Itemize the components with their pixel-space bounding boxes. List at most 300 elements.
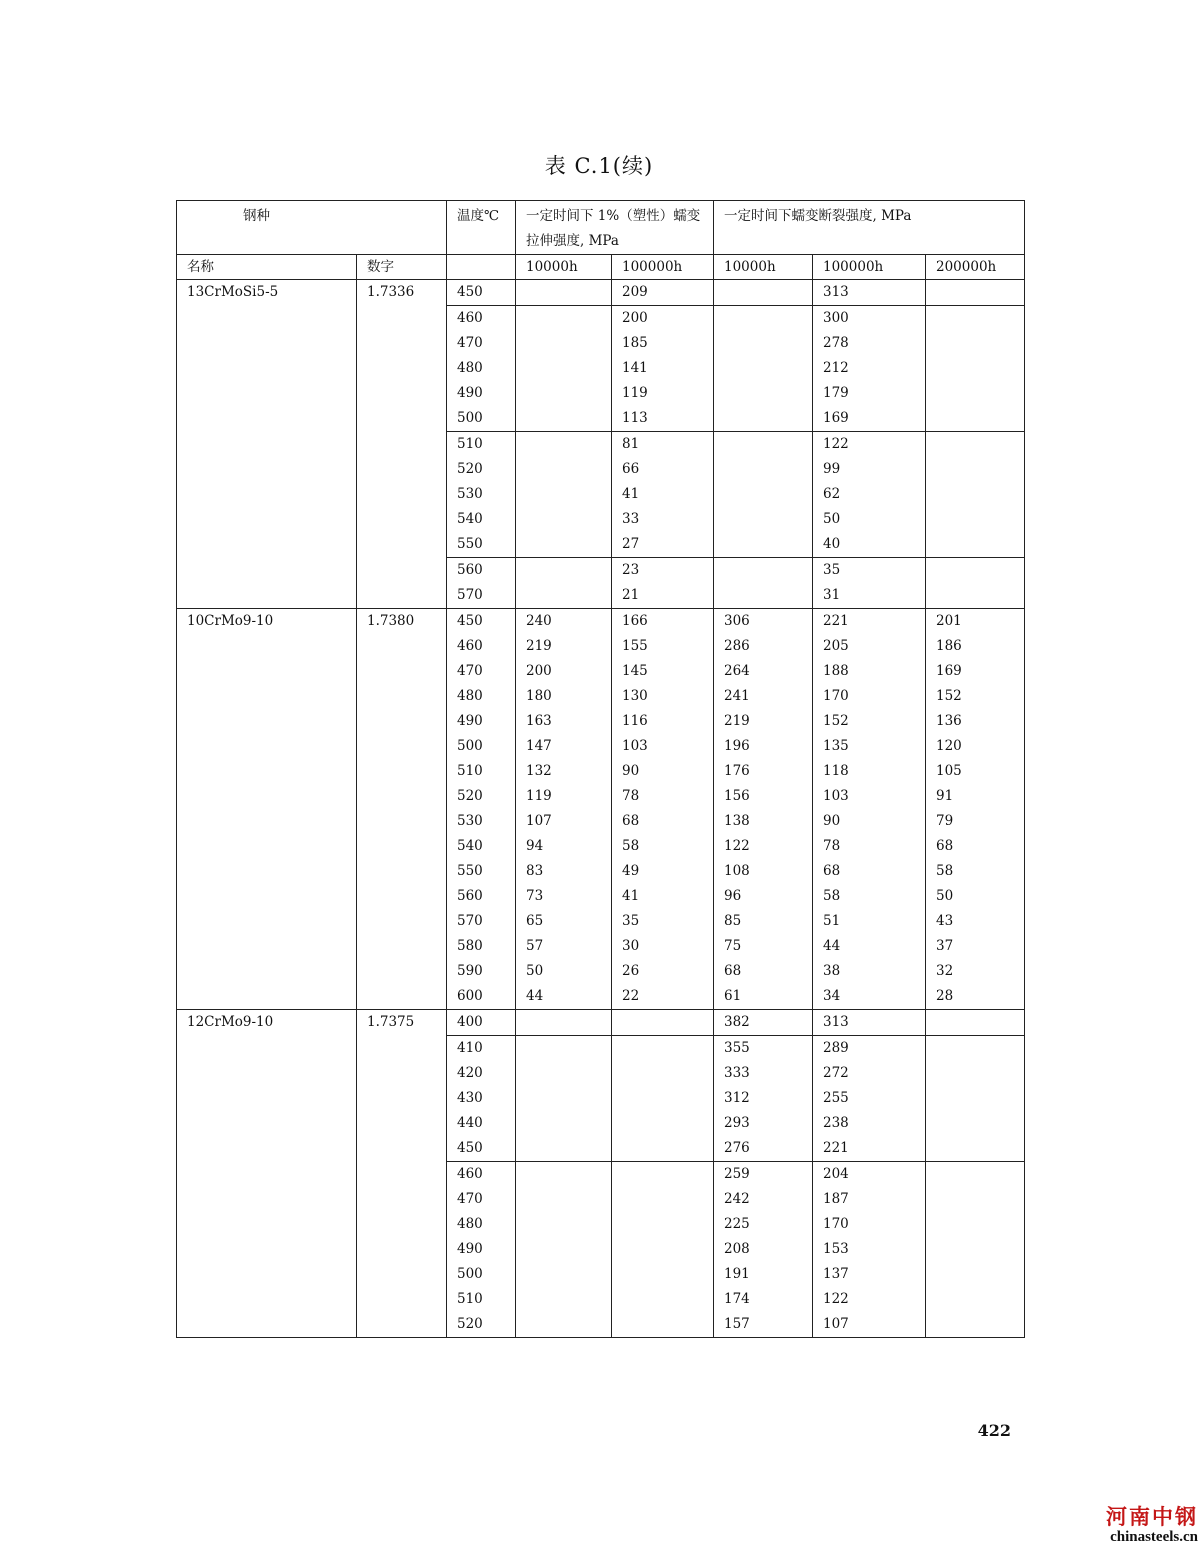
temperature-cell	[447, 432, 516, 558]
value-cell-c1	[516, 280, 612, 306]
cell-value: 78	[823, 838, 841, 854]
cell-value: 460	[457, 1166, 483, 1182]
cell-value: 58	[622, 838, 640, 854]
value-cell-c5	[926, 1036, 1025, 1162]
value-cell-c4	[813, 1036, 926, 1162]
cell-value: 313	[823, 284, 849, 300]
cell-value: 75	[724, 938, 742, 954]
cell-value: 68	[936, 838, 954, 854]
cell-value: 58	[936, 863, 954, 879]
cell-value	[526, 532, 611, 557]
temperature-cell	[447, 306, 516, 432]
value-cell-c4	[813, 1162, 926, 1338]
cell-value: 30	[622, 938, 640, 954]
cell-value: 85	[724, 913, 742, 929]
cell-value: 278	[823, 335, 849, 351]
cell-value	[936, 1287, 1024, 1312]
cell-value	[724, 507, 812, 532]
cell-value: 255	[823, 1090, 849, 1106]
cell-value: 21	[622, 587, 640, 603]
cell-value	[724, 381, 812, 406]
cell-value: 170	[823, 688, 849, 704]
cell-value: 480	[457, 688, 483, 704]
cell-value	[622, 1111, 713, 1136]
cell-value: 103	[622, 738, 648, 754]
cell-value: 91	[936, 788, 954, 804]
header-steel-grade: 钢种	[177, 201, 447, 255]
cell-value	[622, 1136, 713, 1161]
table-title: 表 C.1(续)	[544, 154, 654, 178]
header-col-4: 100000h	[813, 255, 926, 280]
value-cell-c4	[813, 432, 926, 558]
cell-value: 530	[457, 813, 483, 829]
table-body	[177, 280, 1025, 1338]
cell-value: 58	[823, 888, 841, 904]
table-row	[177, 280, 1025, 306]
cell-value: 43	[936, 913, 954, 929]
cell-value: 138	[724, 813, 750, 829]
cell-value: 186	[936, 638, 962, 654]
cell-value: 510	[457, 1291, 483, 1307]
cell-value	[622, 1061, 713, 1086]
cell-value	[936, 558, 1024, 583]
cell-value: 90	[823, 813, 841, 829]
cell-value	[622, 1162, 713, 1187]
cell-value: 470	[457, 1191, 483, 1207]
cell-value: 200	[622, 310, 648, 326]
cell-value: 430	[457, 1090, 483, 1106]
value-cell-c4	[813, 1010, 926, 1036]
cell-value: 169	[936, 663, 962, 679]
cell-value: 540	[457, 511, 483, 527]
steel-number-cell: 1.7375	[357, 1010, 447, 1338]
cell-value: 51	[823, 913, 841, 929]
cell-value: 169	[823, 410, 849, 426]
cell-value: 306	[724, 613, 750, 629]
cell-value: 201	[936, 613, 962, 629]
cell-value	[936, 406, 1024, 431]
header-blank	[447, 255, 516, 280]
cell-value	[526, 457, 611, 482]
cell-value	[526, 558, 611, 583]
cell-value: 107	[526, 813, 552, 829]
cell-value	[526, 1312, 611, 1337]
cell-value: 35	[622, 913, 640, 929]
cell-value	[526, 1162, 611, 1187]
value-cell-c3	[714, 1162, 813, 1338]
cell-value	[724, 482, 812, 507]
cell-value: 166	[622, 613, 648, 629]
cell-value	[936, 1136, 1024, 1161]
header-col-5: 200000h	[926, 255, 1025, 280]
cell-value	[936, 1061, 1024, 1086]
cell-value	[724, 558, 812, 583]
cell-value: 119	[622, 385, 648, 401]
cell-value: 50	[823, 511, 841, 527]
header-name: 名称	[177, 255, 357, 280]
cell-value: 480	[457, 1216, 483, 1232]
cell-value	[526, 1262, 611, 1287]
cell-value: 157	[724, 1316, 750, 1332]
cell-value	[936, 1010, 1024, 1035]
cell-value: 153	[823, 1241, 849, 1257]
value-cell-c4	[813, 280, 926, 306]
cell-value: 147	[526, 738, 552, 754]
cell-value	[936, 1111, 1024, 1136]
cell-value: 103	[823, 788, 849, 804]
cell-value	[526, 583, 611, 608]
cell-value: 500	[457, 1266, 483, 1282]
cell-value	[526, 507, 611, 532]
cell-value: 33	[622, 511, 640, 527]
cell-value: 209	[622, 284, 648, 300]
cell-value: 155	[622, 638, 648, 654]
cell-value	[526, 331, 611, 356]
cell-value	[526, 1086, 611, 1111]
cell-value: 96	[724, 888, 742, 904]
cell-value: 119	[526, 788, 552, 804]
steel-number-cell: 1.7336	[357, 280, 447, 609]
cell-value: 490	[457, 1241, 483, 1257]
table-row	[177, 1010, 1025, 1036]
cell-value: 242	[724, 1191, 750, 1207]
cell-value: 490	[457, 385, 483, 401]
cell-value	[936, 1212, 1024, 1237]
value-cell-c5	[926, 1010, 1025, 1036]
cell-value: 99	[823, 461, 841, 477]
cell-value: 83	[526, 863, 544, 879]
cell-value	[526, 1111, 611, 1136]
cell-value: 540	[457, 838, 483, 854]
cell-value: 219	[526, 638, 552, 654]
cell-value: 68	[823, 863, 841, 879]
cell-value: 560	[457, 562, 483, 578]
cell-value: 204	[823, 1166, 849, 1182]
cell-value	[724, 406, 812, 431]
cell-value: 61	[724, 988, 742, 1004]
cell-value: 520	[457, 788, 483, 804]
cell-value: 49	[622, 863, 640, 879]
temperature-cell	[447, 1010, 516, 1036]
cell-value: 355	[724, 1040, 750, 1056]
cell-value: 90	[622, 763, 640, 779]
cell-value	[936, 1262, 1024, 1287]
cell-value	[936, 280, 1024, 305]
cell-value: 188	[823, 663, 849, 679]
value-cell-c1	[516, 558, 612, 609]
cell-value	[936, 457, 1024, 482]
cell-value: 460	[457, 638, 483, 654]
temperature-cell	[447, 609, 516, 1010]
cell-value: 196	[724, 738, 750, 754]
cell-value	[526, 1212, 611, 1237]
value-cell-c3	[714, 609, 813, 1010]
cell-value: 520	[457, 461, 483, 477]
temperature-cell	[447, 1162, 516, 1338]
cell-value: 136	[936, 713, 962, 729]
cell-value: 44	[526, 988, 544, 1004]
cell-value	[526, 1136, 611, 1161]
cell-value: 293	[724, 1115, 750, 1131]
cell-value: 122	[823, 1291, 849, 1307]
cell-value: 400	[457, 1014, 483, 1030]
page-number: 422	[977, 1421, 1011, 1440]
header-creep-rupture: 一定时间下蠕变断裂强度, MPa	[714, 201, 1025, 255]
cell-value: 28	[936, 988, 954, 1004]
cell-value: 50	[936, 888, 954, 904]
value-cell-c2	[612, 1010, 714, 1036]
cell-value: 208	[724, 1241, 750, 1257]
cell-value: 510	[457, 763, 483, 779]
header-col-3: 10000h	[714, 255, 813, 280]
cell-value: 490	[457, 713, 483, 729]
value-cell-c2	[612, 609, 714, 1010]
cell-value	[622, 1212, 713, 1237]
cell-value: 480	[457, 360, 483, 376]
cell-value: 259	[724, 1166, 750, 1182]
value-cell-c1	[516, 1162, 612, 1338]
cell-value: 68	[724, 963, 742, 979]
cell-value	[724, 457, 812, 482]
temperature-cell	[447, 280, 516, 306]
cell-value	[526, 1061, 611, 1086]
cell-value: 44	[823, 938, 841, 954]
cell-value: 170	[823, 1216, 849, 1232]
cell-value	[526, 1036, 611, 1061]
value-cell-c1	[516, 432, 612, 558]
cell-value: 450	[457, 613, 483, 629]
cell-value	[622, 1010, 713, 1035]
cell-value	[724, 306, 812, 331]
cell-value: 163	[526, 713, 552, 729]
cell-value: 450	[457, 284, 483, 300]
value-cell-c1	[516, 306, 612, 432]
value-cell-c5	[926, 432, 1025, 558]
value-cell-c4	[813, 609, 926, 1010]
cell-value: 219	[724, 713, 750, 729]
cell-value	[622, 1262, 713, 1287]
value-cell-c1	[516, 609, 612, 1010]
value-cell-c1	[516, 1036, 612, 1162]
cell-value: 520	[457, 1316, 483, 1332]
cell-value: 122	[823, 436, 849, 452]
cell-value	[936, 432, 1024, 457]
value-cell-c2	[612, 280, 714, 306]
cell-value: 272	[823, 1065, 849, 1081]
cell-value: 264	[724, 663, 750, 679]
cell-value: 550	[457, 536, 483, 552]
cell-value: 241	[724, 688, 750, 704]
cell-value	[526, 306, 611, 331]
value-cell-c2	[612, 432, 714, 558]
cell-value: 41	[622, 486, 640, 502]
cell-value: 550	[457, 863, 483, 879]
cell-value: 122	[724, 838, 750, 854]
cell-value	[936, 1162, 1024, 1187]
cell-value: 40	[823, 536, 841, 552]
cell-value	[622, 1287, 713, 1312]
value-cell-c3	[714, 280, 813, 306]
cell-value: 470	[457, 335, 483, 351]
steel-name-cell: 13CrMoSi5-5	[177, 280, 357, 609]
value-cell-c5	[926, 280, 1025, 306]
cell-value	[724, 280, 812, 305]
cell-value: 79	[936, 813, 954, 829]
cell-value: 313	[823, 1014, 849, 1030]
cell-value	[936, 1237, 1024, 1262]
cell-value: 145	[622, 663, 648, 679]
cell-value: 333	[724, 1065, 750, 1081]
cell-value: 470	[457, 663, 483, 679]
cell-value: 152	[823, 713, 849, 729]
cell-value	[936, 356, 1024, 381]
cell-value: 240	[526, 613, 552, 629]
cell-value	[526, 1010, 611, 1035]
cell-value: 174	[724, 1291, 750, 1307]
value-cell-c4	[813, 306, 926, 432]
watermark-en: chinasteels.cn	[1110, 1529, 1198, 1545]
cell-value: 107	[823, 1316, 849, 1332]
cell-value: 530	[457, 486, 483, 502]
cell-value	[526, 482, 611, 507]
value-cell-c4	[813, 558, 926, 609]
cell-value: 156	[724, 788, 750, 804]
value-cell-c2	[612, 1162, 714, 1338]
cell-value	[526, 432, 611, 457]
cell-value: 94	[526, 838, 544, 854]
cell-value	[622, 1086, 713, 1111]
cell-value: 78	[622, 788, 640, 804]
cell-value	[526, 381, 611, 406]
value-cell-c5	[926, 1162, 1025, 1338]
cell-value: 38	[823, 963, 841, 979]
cell-value: 600	[457, 988, 483, 1004]
cell-value: 225	[724, 1216, 750, 1232]
watermark-cn: 河南中钢	[1106, 1505, 1198, 1529]
cell-value	[526, 1237, 611, 1262]
cell-value: 221	[823, 1140, 849, 1156]
cell-value: 286	[724, 638, 750, 654]
cell-value: 500	[457, 410, 483, 426]
cell-value	[622, 1187, 713, 1212]
cell-value: 62	[823, 486, 841, 502]
cell-value: 34	[823, 988, 841, 1004]
cell-value: 66	[622, 461, 640, 477]
temperature-cell	[447, 558, 516, 609]
cell-value: 221	[823, 613, 849, 629]
value-cell-c5	[926, 306, 1025, 432]
cell-value: 382	[724, 1014, 750, 1030]
value-cell-c3	[714, 1036, 813, 1162]
value-cell-c2	[612, 1036, 714, 1162]
cell-value: 152	[936, 688, 962, 704]
cell-value	[936, 1187, 1024, 1212]
cell-value	[622, 1237, 713, 1262]
cell-value	[526, 1287, 611, 1312]
cell-value	[724, 432, 812, 457]
value-cell-c3	[714, 558, 813, 609]
cell-value: 460	[457, 310, 483, 326]
header-col-2: 100000h	[612, 255, 714, 280]
cell-value: 137	[823, 1266, 849, 1282]
cell-value: 141	[622, 360, 648, 376]
cell-value	[936, 1086, 1024, 1111]
cell-value: 113	[622, 410, 648, 426]
value-cell-c5	[926, 609, 1025, 1010]
cell-value	[724, 331, 812, 356]
cell-value: 22	[622, 988, 640, 1004]
cell-value: 23	[622, 562, 640, 578]
cell-value: 31	[823, 587, 841, 603]
cell-value: 120	[936, 738, 962, 754]
value-cell-c1	[516, 1010, 612, 1036]
cell-value: 200	[526, 663, 552, 679]
header-number: 数字	[357, 255, 447, 280]
cell-value: 440	[457, 1115, 483, 1131]
cell-value: 35	[823, 562, 841, 578]
header-temperature: 温度℃	[447, 201, 516, 255]
cell-value: 300	[823, 310, 849, 326]
cell-value	[936, 1036, 1024, 1061]
cell-value: 73	[526, 888, 544, 904]
cell-value	[526, 1187, 611, 1212]
cell-value	[724, 356, 812, 381]
cell-value: 50	[526, 963, 544, 979]
cell-value: 450	[457, 1140, 483, 1156]
cell-value	[936, 583, 1024, 608]
cell-value: 37	[936, 938, 954, 954]
cell-value: 185	[622, 335, 648, 351]
cell-value: 420	[457, 1065, 483, 1081]
value-cell-c3	[714, 306, 813, 432]
cell-value: 510	[457, 436, 483, 452]
cell-value: 312	[724, 1090, 750, 1106]
cell-value	[724, 532, 812, 557]
value-cell-c3	[714, 432, 813, 558]
cell-value: 212	[823, 360, 849, 376]
header-col-1: 10000h	[516, 255, 612, 280]
watermark-logo	[1080, 1505, 1198, 1545]
cell-value: 41	[622, 888, 640, 904]
cell-value: 26	[622, 963, 640, 979]
cell-value: 27	[622, 536, 640, 552]
value-cell-c2	[612, 306, 714, 432]
cell-value	[936, 306, 1024, 331]
cell-value: 580	[457, 938, 483, 954]
steel-number-cell: 1.7380	[357, 609, 447, 1010]
cell-value: 590	[457, 963, 483, 979]
cell-value: 276	[724, 1140, 750, 1156]
cell-value: 116	[622, 713, 648, 729]
cell-value: 130	[622, 688, 648, 704]
cell-value: 191	[724, 1266, 750, 1282]
cell-value	[526, 280, 611, 305]
cell-value	[724, 583, 812, 608]
cell-value: 500	[457, 738, 483, 754]
cell-value: 176	[724, 763, 750, 779]
cell-value: 68	[622, 813, 640, 829]
value-cell-c2	[612, 558, 714, 609]
creep-strength-table	[176, 200, 1025, 1338]
cell-value: 108	[724, 863, 750, 879]
cell-value: 570	[457, 587, 483, 603]
cell-value	[936, 1312, 1024, 1337]
cell-value	[936, 381, 1024, 406]
cell-value: 570	[457, 913, 483, 929]
cell-value: 187	[823, 1191, 849, 1207]
cell-value	[526, 406, 611, 431]
cell-value	[936, 507, 1024, 532]
